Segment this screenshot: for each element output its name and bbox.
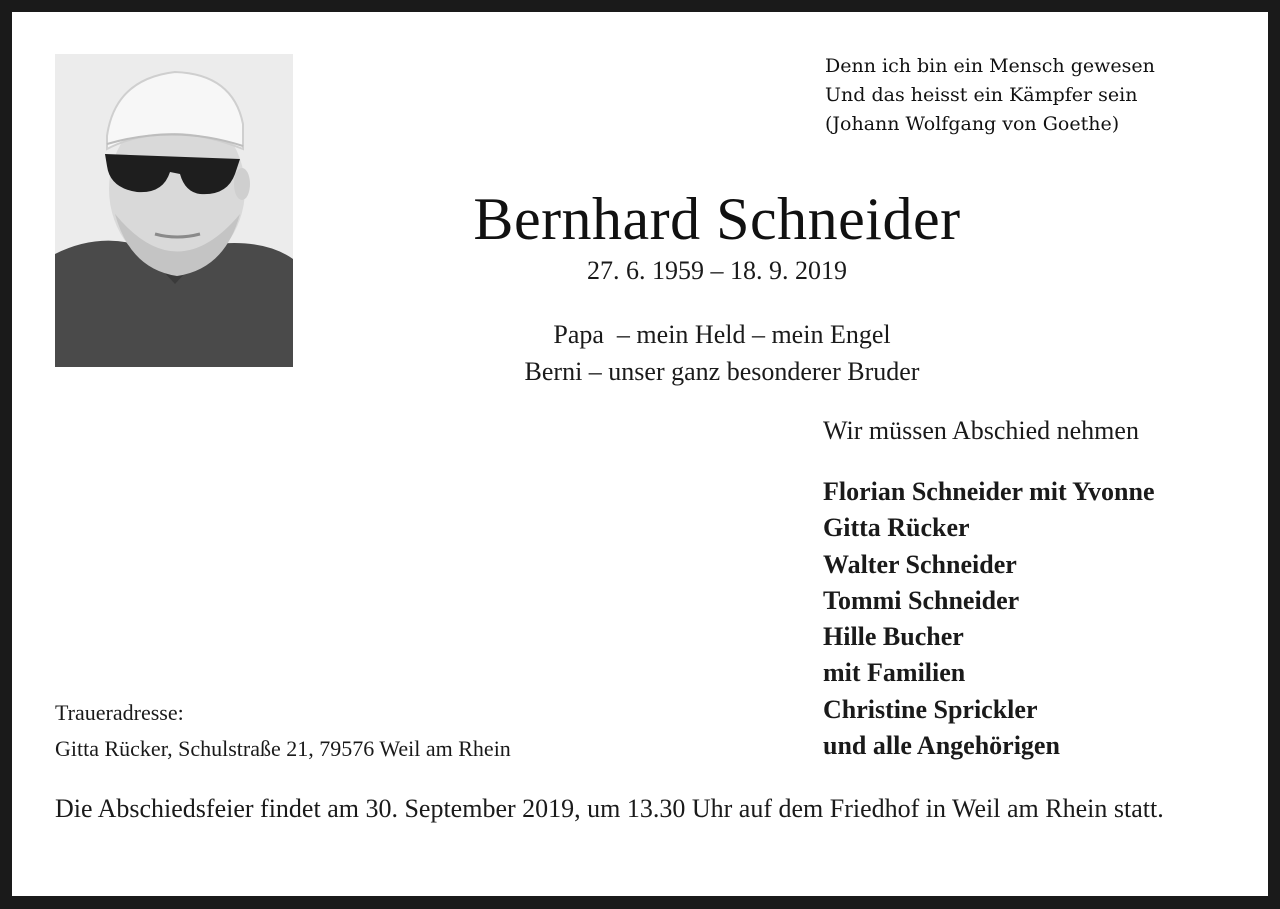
mourner-name: Tommi Schneider — [823, 585, 1020, 615]
mourner-name: Gitta Rücker — [823, 513, 970, 543]
life-dates: 27. 6. 1959 – 18. 9. 2019 — [587, 256, 847, 285]
address-label: Traueradresse: — [55, 700, 184, 725]
quote-line: Und das heisst ein Kämpfer sein — [825, 84, 1138, 106]
tribute-line: Papa – mein Held – mein Engel — [553, 320, 891, 349]
deceased-name: Bernhard Schneider — [473, 186, 961, 252]
mourners-list — [823, 474, 1155, 764]
mourner-name: Christine Sprickler — [823, 694, 1038, 724]
mourner-name: mit Familien — [823, 658, 966, 688]
tribute-lines — [12, 316, 1280, 390]
mourning-address — [55, 695, 511, 767]
goethe-quote — [825, 52, 1155, 139]
mourner-name: Walter Schneider — [823, 549, 1017, 579]
obituary-card — [12, 12, 1268, 896]
address-text: Gitta Rücker, Schulstraße 21, 79576 Weil am Rhein — [55, 736, 511, 761]
tribute-line: Berni – unser ganz besonderer Bruder — [524, 357, 920, 386]
mourner-name: Hille Bucher — [823, 622, 964, 652]
quote-line: Denn ich bin ein Mensch gewesen — [825, 55, 1155, 77]
mourner-name: und alle Angehörigen — [823, 731, 1060, 761]
farewell-text: Wir müssen Abschied nehmen — [823, 416, 1139, 445]
mourner-name: Florian Schneider mit Yvonne — [823, 477, 1155, 506]
ceremony-notice: Die Abschiedsfeier findet am 30. September 2019, um 13.30 Uhr auf dem Friedhof in Weil am Rhein statt. — [55, 794, 1164, 823]
quote-attribution: (Johann Wolfgang von Goethe) — [825, 113, 1120, 135]
